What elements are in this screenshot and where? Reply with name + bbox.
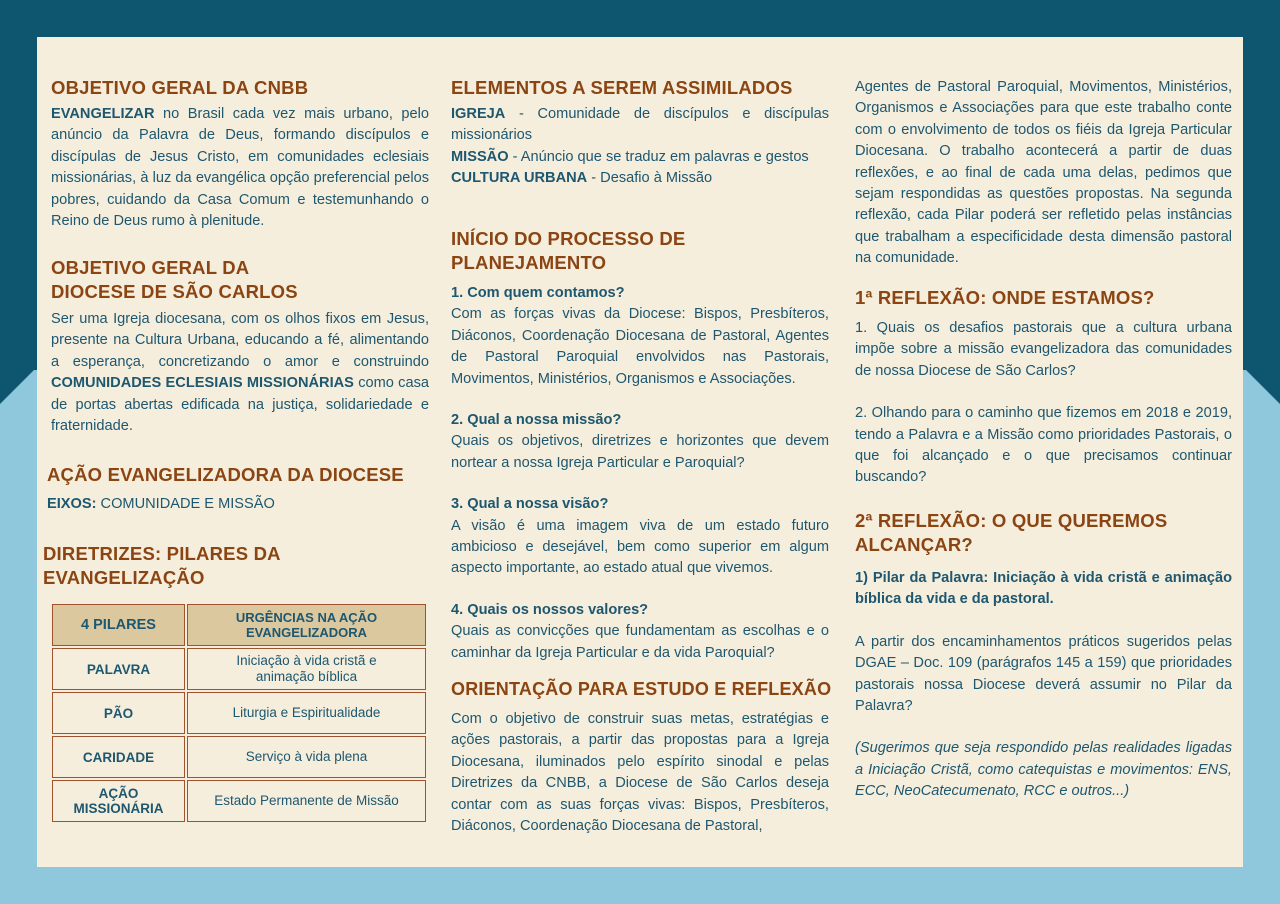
section-title bbox=[43, 542, 433, 590]
body-text: Ser uma Igreja diocesana, com os olhos fixos em Jesus, presente na Cultura Urbana, educando a fé, alimentando a esperança, concretizando o amor e construindo bbox=[51, 311, 429, 370]
urgencia-cell: Serviço à vida plena bbox=[187, 736, 426, 778]
question-title: 4. Quais os nossos valores? bbox=[451, 601, 649, 618]
pilar-heading: 1) Pilar da Palavra: Iniciação à vida cristã e animação bíblica da vida e da pastoral. bbox=[855, 570, 1232, 608]
section-text: Com o objetivo de construir suas metas, estratégias e ações pastorais, a partir das propostas para a Igreja Diocesana, iluminados pelo espírito sinodal e pelas Diretrizes da CNBB, a Diocese de São Carlos deseja contar com as suas forças vivas: Bispos, Presbíteros, Diáconos, Coordenação Diocesana de Pastoral, bbox=[451, 711, 829, 835]
question-title: 3. Qual a nossa visão? bbox=[451, 496, 609, 513]
question-answer: A visão é uma imagem viva de um estado futuro ambicioso e desejável, bem como superior em algum aspecto importante, ao estado atual que vivemos. bbox=[451, 517, 829, 577]
section-text bbox=[51, 104, 429, 232]
title-line: DIOCESE DE SÃO CARLOS bbox=[51, 281, 298, 302]
continuation-text: Agentes de Pastoral Paroquial, Movimentos, Ministérios, Organismos e Associações para que este trabalho conte com o envolvimento de todos os fiéis da Igreja Particular Diocesana. O trabalho acontecerá a partir de duas reflexões, e ao final de cada uma delas, pedimos que sejam respondidas as questões propostas. Na segunda reflexão, cada Pilar poderá ser refletido pelas instâncias que trabalham a especificidade desta dimensão pastoral na comunidade. bbox=[855, 79, 1232, 267]
pilar-cell: PÃO bbox=[52, 692, 185, 734]
title-line: 2ª REFLEXÃO: O QUE QUEREMOS bbox=[855, 510, 1168, 531]
body-text: como casa de portas abertas edificada na justiça, solidariedade e fraternidade. bbox=[51, 375, 429, 435]
section-title bbox=[51, 256, 429, 304]
question-block bbox=[451, 494, 829, 580]
elemento-label: IGREJA bbox=[451, 106, 506, 122]
brochure-panel bbox=[37, 37, 1243, 867]
section-title bbox=[855, 509, 1232, 557]
urgencia-cell: Iniciação à vida cristã e animação bíblica bbox=[187, 648, 426, 690]
section-acao-evangelizadora bbox=[47, 463, 433, 515]
question-title: 1. Com quem contamos? bbox=[451, 285, 625, 301]
section-diretrizes bbox=[43, 542, 433, 824]
section-title: 1ª REFLEXÃO: ONDE ESTAMOS? bbox=[855, 287, 1155, 308]
title-line: PLANEJAMENTO bbox=[451, 252, 607, 273]
question-text: 2. Olhando para o caminho que fizemos em 2018 e 2019, tendo a Palavra e a Missão como prioridades Pastorais, o que foi alcançado e o que precisamos continuar buscando? bbox=[855, 405, 1232, 486]
question-answer: Quais os objetivos, diretrizes e horizontes que devem nortear a nossa Igreja Particular e Paroquial? bbox=[451, 433, 829, 471]
table-row bbox=[52, 780, 426, 822]
section-objetivo-cnbb bbox=[51, 76, 429, 232]
section-elementos bbox=[451, 76, 829, 190]
section-inicio-planejamento bbox=[451, 227, 829, 664]
eixos-value: COMUNIDADE E MISSÃO bbox=[96, 496, 275, 512]
title-line: OBJETIVO GERAL DA bbox=[51, 257, 250, 278]
elemento-item bbox=[451, 168, 829, 189]
table-header-row bbox=[52, 604, 426, 646]
table-row bbox=[52, 648, 426, 690]
eixos-text bbox=[47, 494, 433, 515]
section-objetivo-diocese bbox=[51, 256, 429, 437]
elemento-text: - Desafio à Missão bbox=[587, 170, 713, 187]
pilar-cell: PALAVRA bbox=[52, 648, 185, 690]
background-left-corner bbox=[0, 368, 36, 404]
elemento-item bbox=[451, 104, 829, 147]
section-title: AÇÃO EVANGELIZADORA DA DIOCESE bbox=[47, 464, 404, 485]
question-text: A partir dos encaminhamentos práticos sugeridos pelas DGAE – Doc. 109 (parágrafos 145 a 159) que prioridades pastorais nossa Diocese deverá assumir no Pilar da Palavra? bbox=[855, 633, 1232, 715]
table-header-cell: URGÊNCIAS NA AÇÃO EVANGELIZADORA bbox=[187, 604, 426, 646]
elemento-label: CULTURA URBANA bbox=[451, 170, 588, 187]
body-text: no Brasil cada vez mais urbano, pelo anúncio da Palavra de Deus, formando discípulos e discípulas de Jesus Cristo, em comunidades eclesiais missionárias, à luz da evangélica opção preferencial pelos pobres, cuidando da Casa Comum e testemunhando o Reino de Deus rumo à plenitude. bbox=[51, 106, 429, 230]
lead-word: EVANGELIZAR bbox=[51, 106, 155, 122]
body-emphasis: COMUNIDADES ECLESIAIS MISSIONÁRIAS bbox=[51, 375, 354, 392]
question-text: 1. Quais os desafios pastorais que a cultura urbana impõe sobre a missão evangelizadora das comunidades de nossa Diocese de São Carlos? bbox=[855, 320, 1232, 379]
title-line: INÍCIO DO PROCESSO DE bbox=[451, 228, 686, 249]
section-text bbox=[51, 309, 429, 437]
urgencia-cell: Liturgia e Espiritualidade bbox=[187, 692, 426, 734]
section-title: OBJETIVO GERAL DA CNBB bbox=[51, 77, 309, 98]
section-title: ELEMENTOS A SEREM ASSIMILADOS bbox=[451, 77, 793, 98]
title-line: DIRETRIZES: PILARES DA bbox=[43, 543, 281, 564]
section-reflexao-2 bbox=[855, 509, 1232, 803]
question-title: 2. Qual a nossa missão? bbox=[451, 412, 622, 429]
elemento-item bbox=[451, 147, 829, 168]
table-row bbox=[52, 692, 426, 734]
pilares-table bbox=[50, 602, 428, 824]
question-answer: Quais as convicções que fundamentam as escolhas e o caminhar da Igreja Particular e da vida Paroquial? bbox=[451, 623, 829, 661]
title-line: ALCANÇAR? bbox=[855, 534, 973, 555]
pilar-cell: CARIDADE bbox=[52, 736, 185, 778]
elemento-label: MISSÃO bbox=[451, 148, 509, 165]
question-block bbox=[451, 410, 829, 474]
section-title bbox=[451, 227, 829, 275]
elemento-text: - Comunidade de discípulos e discípulas missionários bbox=[451, 106, 829, 144]
title-line: EVANGELIZAÇÃO bbox=[43, 567, 205, 588]
section-orientacao bbox=[451, 677, 833, 837]
pilar-cell: AÇÃO MISSIONÁRIA bbox=[52, 780, 185, 822]
urgencia-cell: Estado Permanente de Missão bbox=[187, 780, 426, 822]
table-header-cell: 4 PILARES bbox=[52, 604, 185, 646]
eixos-label: EIXOS: bbox=[47, 496, 97, 512]
background-right-corner bbox=[1244, 368, 1280, 404]
elemento-text: - Anúncio que se traduz em palavras e gestos bbox=[508, 148, 809, 165]
suggestion-note: (Sugerimos que seja respondido pelas realidades ligadas a Iniciação Cristã, como catequistas e movimentos: ENS, ECC, NeoCatecumenato, RCC e outros...) bbox=[855, 740, 1232, 800]
table-row bbox=[52, 736, 426, 778]
question-block bbox=[451, 600, 829, 664]
section-reflexao-1 bbox=[855, 286, 1232, 489]
section-title: ORIENTAÇÃO PARA ESTUDO E REFLEXÃO bbox=[451, 679, 832, 699]
question-block bbox=[451, 283, 829, 390]
question-answer: Com as forças vivas da Diocese: Bispos, Presbíteros, Diáconos, Coordenação Diocesana de Pastoral, Agentes de Pastoral Paroquial envolvidos nas Pastorais, Movimentos, Ministérios, Organismos e Associações. bbox=[451, 306, 829, 387]
